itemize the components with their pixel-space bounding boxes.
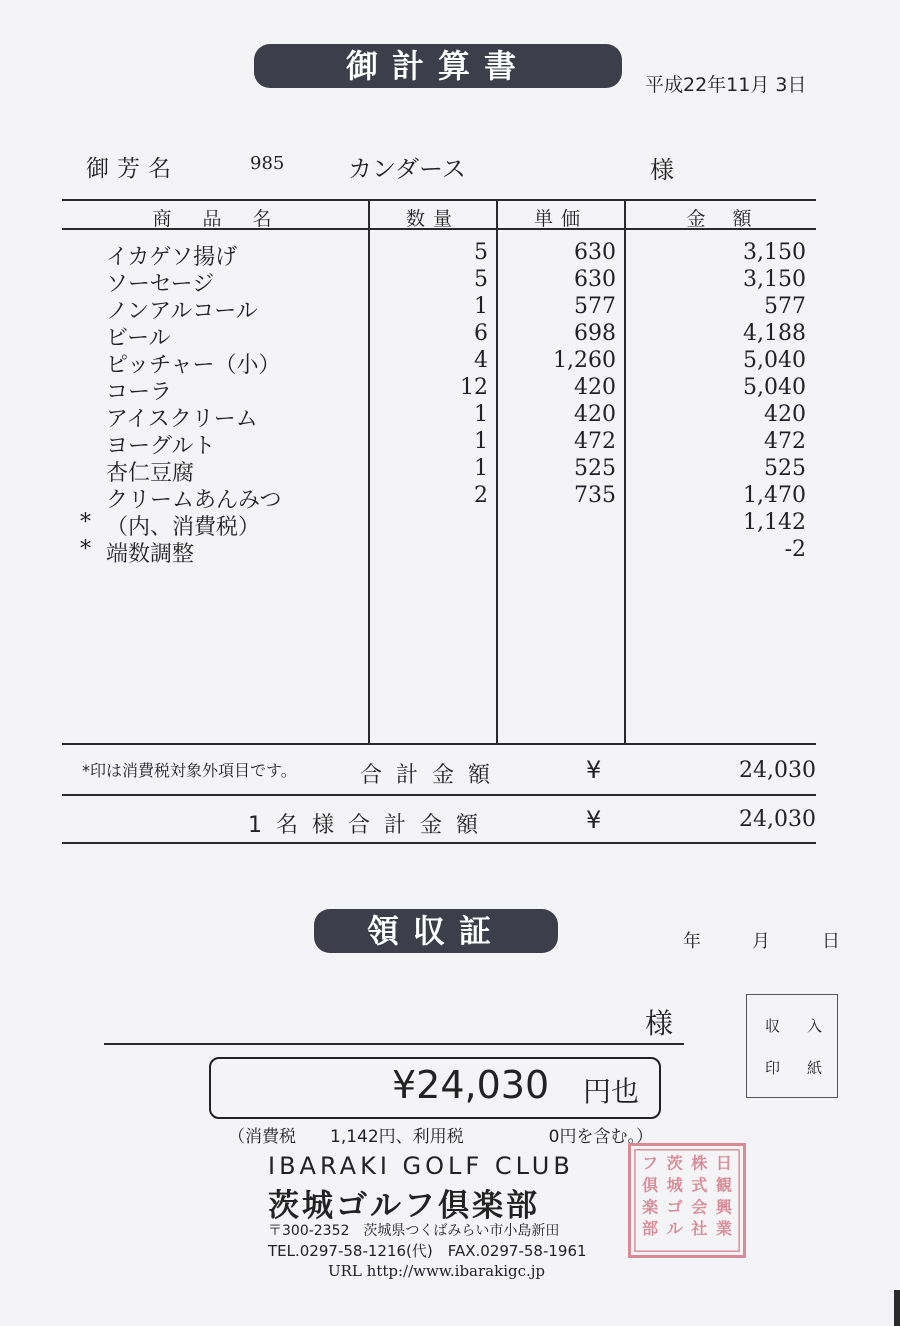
svg-text:フ: フ [641,1153,659,1173]
header-unit-price: 単価 [533,208,588,230]
item-amount: 3,150 [743,240,806,265]
item-name: ピッチャー（小） [106,353,281,378]
club-name-english: IBARAKI GOLF CLUB [268,1152,574,1180]
svg-text:ゴ: ゴ [666,1197,683,1217]
item-name: アイスクリーム [106,407,258,432]
rounding-row-amount: -2 [784,537,806,562]
tax-row-amount: 1,142 [743,510,806,535]
header-amount: 金 額 [686,208,756,230]
svg-text:興: 興 [715,1197,733,1217]
item-quantity: 2 [474,483,488,508]
statement-title: 御計算書 [254,44,622,88]
stamp-box-char: 紙 [807,1059,823,1077]
item-quantity: 12 [460,375,488,400]
svg-text:日: 日 [715,1153,733,1173]
item-price: 472 [574,429,616,454]
svg-text:会: 会 [691,1197,708,1217]
per-person-total-value: 24,030 [739,807,816,832]
total-divider [62,794,816,796]
item-name: イカゲソ揚げ [106,245,238,270]
item-price: 420 [574,402,616,427]
tax-row-label: （内、消費税） [106,515,261,540]
receipt-year-label: 年 [683,931,701,952]
total-label: 合計金額 [360,763,505,788]
guest-name: カンダース [348,155,466,183]
item-quantity: 5 [474,267,488,292]
receipt-amount: ¥24,030 [392,1063,550,1107]
item-quantity: 4 [474,348,488,373]
total-currency: ¥ [586,756,602,784]
guest-honorific: 様 [650,156,674,184]
svg-text:社: 社 [691,1219,708,1239]
table-row [0,240,900,270]
item-amount: 1,470 [743,483,806,508]
item-amount: 472 [764,429,806,454]
svg-text:部: 部 [641,1219,659,1239]
item-price: 420 [574,375,616,400]
item-amount: 5,040 [743,348,806,373]
svg-text:ル: ル [666,1219,683,1239]
item-price: 630 [574,240,616,265]
item-name: ソーセージ [106,272,215,297]
page-edge-mark [894,1290,900,1326]
header-item-name: 商 品 名 [152,208,278,230]
svg-text:城: 城 [666,1175,683,1195]
table-row [0,267,900,297]
table-row [0,429,900,459]
table-row [0,321,900,351]
table-bottom-border [62,842,816,844]
table-row [0,483,900,513]
item-name: ノンアルコール [106,299,258,324]
tax-exempt-mark: * [80,537,91,562]
table-row [0,402,900,432]
item-quantity: 1 [474,429,488,454]
item-name: 杏仁豆腐 [106,461,195,486]
item-quantity: 1 [474,402,488,427]
rounding-row [0,537,900,567]
table-row [0,375,900,405]
tax-exempt-note: *印は消費税対象外項目です。 [82,761,297,780]
svg-text:業: 業 [715,1219,733,1239]
table-row [0,294,900,324]
header-quantity: 数量 [405,208,460,230]
revenue-stamp-box [746,994,838,1098]
receipt-month-label: 月 [752,931,770,952]
per-person-total-label: 1名様合計金額 [248,813,492,838]
receipt-amount-unit: 円也 [583,1075,640,1108]
svg-text:株: 株 [691,1153,708,1173]
item-price: 630 [574,267,616,292]
item-quantity: 1 [474,456,488,481]
item-amount: 577 [764,294,806,319]
receipt-day-label: 日 [822,931,840,952]
receipt-tax-note: （消費税 1,142円、利用税 0円を含む。） [228,1127,653,1147]
table-row [0,348,900,378]
rounding-row-label: 端数調整 [106,542,195,567]
guest-number: 985 [250,153,285,174]
receipt-honorific: 様 [645,1007,674,1040]
item-price: 698 [574,321,616,346]
item-price: 525 [574,456,616,481]
item-quantity: 6 [474,321,488,346]
svg-text:楽: 楽 [641,1197,659,1217]
svg-text:倶: 倶 [641,1175,659,1195]
item-name: コーラ [106,380,173,405]
item-amount: 3,150 [743,267,806,292]
receipt-title: 領収証 [314,909,558,953]
table-body-bottom [62,743,816,745]
item-price: 577 [574,294,616,319]
total-value: 24,030 [739,758,816,783]
item-quantity: 5 [474,240,488,265]
club-phone-fax: TEL.0297-58-1216(代) FAX.0297-58-1961 [268,1242,587,1260]
per-person-currency: ¥ [586,806,602,834]
recipient-line [104,1043,684,1045]
club-url: URL http://www.ibarakigc.jp [328,1262,546,1280]
statement-date: 平成22年11月 3日 [645,74,807,96]
company-seal-stamp [628,1143,746,1258]
item-name: ヨーグルト [106,434,216,459]
seal-graphic [631,1146,743,1255]
stamp-box-char: 収 [765,1017,781,1035]
item-price: 1,260 [553,348,616,373]
item-name: クリームあんみつ [106,488,282,513]
table-top-border [62,199,816,201]
item-amount: 420 [764,402,806,427]
svg-text:式: 式 [691,1175,708,1195]
svg-text:茨: 茨 [666,1153,683,1173]
tax-row [0,510,900,540]
table-row [0,456,900,486]
item-quantity: 1 [474,294,488,319]
club-name-japanese: 茨城ゴルフ倶楽部 [268,1188,540,1224]
item-amount: 4,188 [743,321,806,346]
tax-exempt-mark: * [80,510,91,535]
stamp-box-char: 印 [765,1059,781,1077]
svg-text:観: 観 [715,1175,733,1195]
club-address: 〒300-2352 茨城県つくばみらい市小島新田 [268,1223,560,1239]
item-price: 735 [574,483,616,508]
item-amount: 5,040 [743,375,806,400]
guest-label: 御芳名 [86,156,179,182]
item-amount: 525 [764,456,806,481]
stamp-box-char: 入 [807,1017,823,1035]
item-name: ビール [106,326,171,351]
